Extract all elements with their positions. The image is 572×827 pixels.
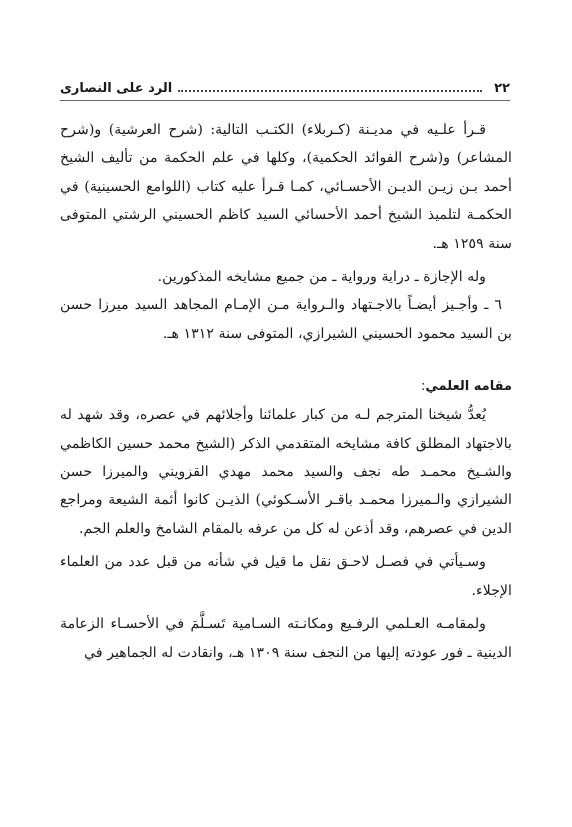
paragraph-license: وله الإجازة ـ دراية ورواية ـ من جميع مشايخه المذكورين. — [157, 269, 486, 286]
running-title: الرد على النصارى — [60, 81, 173, 96]
page-header — [60, 76, 510, 96]
paragraph-studies: قـرأ علـيه في مديـنة (كـربلاء) الكتـب التالية: (شرح العرشية) و(شرح المشاعر) و(شرح الفوائد الحكمية)، وكلها في علم الحكمة من تأليف الشيخ أحمد بـن زيـن الديـن الأحسـائي، كمـا قـرأ عليه كتاب (اللوامع الحسينية) في الحكمـة لتلميذ الشيخ أحمد الأحسائي السيد كاظم الحسيني الرشتي المتوفى سنة ١٢٥٩ هـ. — [60, 122, 512, 252]
section-heading — [60, 373, 512, 401]
header-rule — [60, 100, 510, 101]
paragraph-item-6: ٦ ـ وأجـيز أيضـاً بالاجـتهاد والـرواية مـن الإمـام المجاهد السيد ميرزا حسن بن السيد محمود الحسيني الشيرازي، المتوفى سنة ١٣١٢ هـ. — [60, 297, 512, 342]
section-title: مقامه العلمي — [425, 379, 512, 395]
body-text — [60, 116, 512, 667]
paragraph-leadership: ولمقامـه العـلمي الرفـيع ومكانـته السـامية تَسـلَّمَ في الأحسـاء الزعامة الدينية ـ فور عودته إليها من النجف سنة ١٣٠٩ هـ، وانقادت له الجماهير في — [60, 616, 512, 661]
section-colon: : — [421, 379, 426, 395]
paragraph-standing: يُعدُّ شيخنا المترجم لـه من كبار علمائنا وأجلائهم في عصره، وقد شهد له بالاجتهاد المطلق كافة مشايخه المتقدمي الذكر (الشيخ محمد حسين الكاظمي والشـيخ محمـد طه نجف والسيد محمد مهدي القزويني والميرزا حسن الشيرازي والـميرزا محمـد باقـر الأسـكوئي) الذيـن كانوا أئمة الشيعة ومراجع الدين في عصرهم، وقد أذعن له كل من عرفه بالمقام الشامخ والعلم الجم. — [60, 407, 512, 537]
paragraph-upcoming: وسـيأتي في فصـل لاحـق نقل ما قيل في شأنه من قبل عدد من العلماء الإجلاء. — [60, 554, 512, 599]
page-number: ٢٢ — [494, 81, 510, 96]
header-dot-leader — [178, 90, 482, 92]
